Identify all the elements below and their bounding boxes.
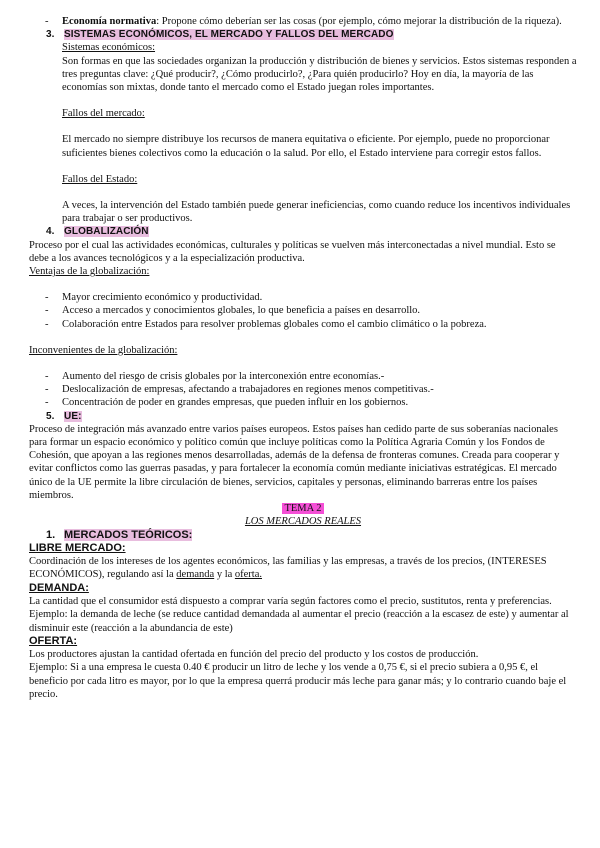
term-text: : Propone cómo deberían ser las cosas (por ejemplo, cómo mejorar la distribución de la riqueza). (156, 16, 562, 27)
term: Economía normativa (62, 16, 157, 27)
section-number: 5. (46, 410, 55, 422)
subheading-fallos-estado: Fallos del Estado: (62, 173, 138, 185)
list-item: - Aumento del riesgo de crisis globales por la interconexión entre economías.- (45, 371, 385, 383)
paragraph-fallos-estado: A veces, la intervención del Estado también puede generar ineficiencias, como cuando reduce los incentivos individuales para trabajar o ser productivos. (62, 200, 571, 225)
list-item: - Colaboración entre Estados para resolver problemas globales como el cambio climático o la pobreza. (45, 318, 487, 330)
tema-subtitle: LOS MERCADOS REALES (244, 516, 362, 528)
bullet-economia-normativa (29, 15, 577, 28)
tema-label: TEMA 2 (284, 503, 322, 515)
list-item: - Concentración de poder en grandes empresas, que pueden influir en los gobiernos. (45, 397, 409, 409)
subheading-fallos-mercado: Fallos del mercado: (62, 108, 145, 120)
subheading-sistemas: Sistemas económicos: (62, 42, 156, 54)
paragraph-oferta: Los productores ajustan la cantidad ofertada en función del precio del producto y los costos de producción. (29, 649, 479, 661)
subheading-inconvenientes: Inconvenientes de la globalización: (29, 344, 178, 356)
paragraph-ue: Proceso de integración más avanzado entre varios países europeos. Estos países han cedido parte de sus soberanías nacionales para formar un espacio económico y político común que incluye políticas como la Política Agraria Común y los Fondos de Cohesión, que apoyan a las regiones menos desarrolladas, además de la defensa de fronteras comunes. Creada para cooperar y evitar conflictos como las guerras pasadas, y para fortalecer la economía común mediante iniciativas estratégicas. El mercado único de la UE permite la libre circulación de bienes, servicios, capitales y personas, eliminando barreras entre los países miembros. (29, 423, 560, 501)
section-number: 1. (46, 528, 56, 541)
subheading-ventajas: Ventajas de la globalización: (29, 266, 150, 278)
libre-mercado-heading: LIBRE MERCADO: (29, 541, 126, 554)
paragraph-demanda: La cantidad que el consumidor está dispuesto a comprar varía según factores como el precio, sustitutos, renta y preferencias. (29, 596, 552, 608)
list-item: - Deslocalización de empresas, afectando a trabajadores en regiones menos competitivas.- (45, 384, 434, 396)
oferta-heading: OFERTA: (29, 634, 78, 647)
section-3-heading (29, 28, 577, 41)
paragraph-oferta-ejemplo: Ejemplo: Si a una empresa le cuesta 0.40 € producir un litro de leche y los vende a 0,75 €, si el precio subiera a 0,95 €, el beneficio por cada litro es mayor, por lo que la empresa querrá producir más leche para ganar más; y lo contrario cuando baje el precio. (29, 662, 567, 700)
list-item: - Acceso a mercados y conocimientos globales, lo que beneficia a países en desarrollo. (45, 305, 421, 317)
bullet-dash: - (45, 16, 49, 27)
section-title: GLOBALIZACIÓN (64, 226, 149, 238)
section-number: 4. (46, 226, 55, 238)
demanda-heading: DEMANDA: (29, 581, 89, 594)
paragraph-fallos-mercado: El mercado no siempre distribuye los recursos de manera equitativa o eficiente. Por ejemplo, puede no proporcionar suficientes bienes colectivos como la educación o la salud. Por ello, el Estado interviene para corregir estos fallos. (62, 134, 550, 159)
section-title: UE: (64, 410, 82, 422)
section-title: SISTEMAS ECONÓMICOS, EL MERCADO Y FALLOS DEL MERCADO (64, 29, 394, 41)
list-item: - Mayor crecimiento económico y productividad. (45, 292, 263, 304)
mercados-heading (29, 529, 577, 542)
section-number: 3. (46, 29, 55, 41)
section-5-heading (29, 410, 577, 423)
section-4-heading (29, 225, 577, 238)
paragraph-sistemas: Son formas en que las sociedades organizan la producción y distribución de bienes y servicios. Estos sistemas responden a tres preguntas clave: ¿Qué producir?, ¿Cómo producirlo?, ¿Para quién producirlo? Hoy en día, la mayoría de las economías son mixtas, donde tanto el mercado como el Estado juegan roles importantes. (62, 55, 577, 94)
section-title: MERCADOS TEÓRICOS: (64, 528, 193, 541)
paragraph-globalizacion: Proceso por el cual las actividades económicas, culturales y políticas se vuelven más interconectadas a nivel mundial. Esto se debe a los avances tecnológicos y a la especialización productiva. (29, 239, 556, 264)
document-page (29, 15, 577, 701)
paragraph-demanda-ejemplo: Ejemplo: la demanda de leche (se reduce cantidad demandada al aumentar el precio (reacción a la escasez de este) y aumentar al disminuir este (reacción a la abundancia de este) (29, 609, 569, 634)
paragraph-libre-mercado: Coordinación de los intereses de los agentes económicos, las familias y las empresas, a través de los precios, (INTERESES ECONÓMICOS), regulando así la demanda y la oferta. (29, 556, 547, 581)
